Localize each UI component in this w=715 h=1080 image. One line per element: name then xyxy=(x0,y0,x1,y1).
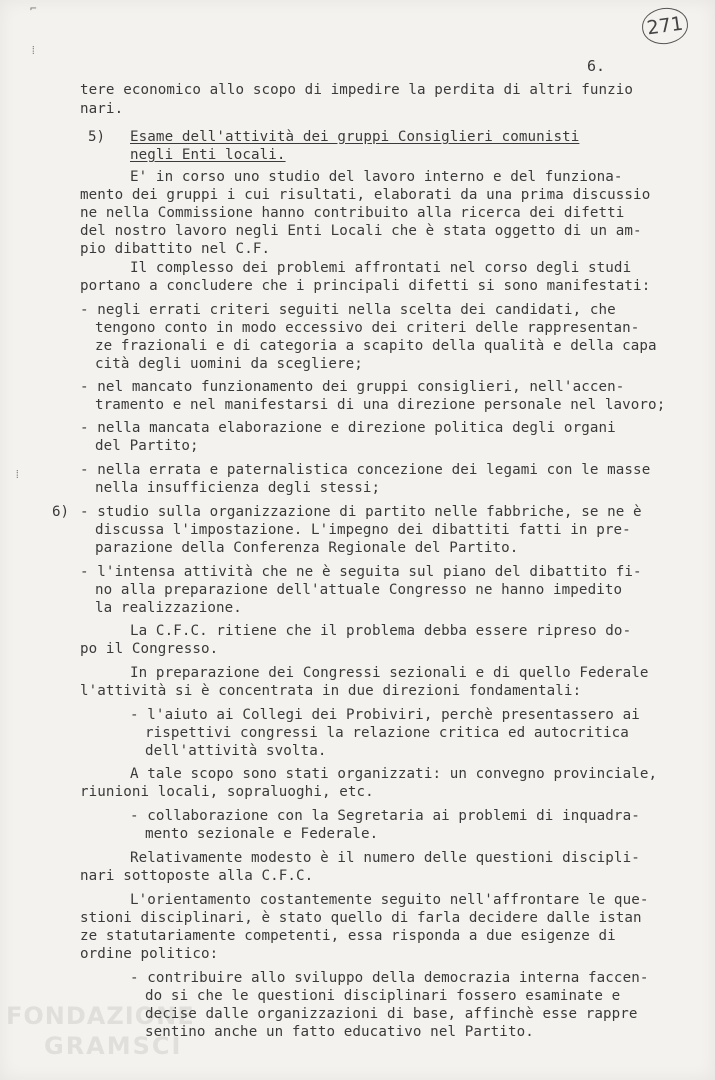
text-line: do si che le questioni disciplinari fossero esaminate e xyxy=(145,988,621,1004)
text-line: In preparazione dei Congressi sezionali e di quello Federale xyxy=(130,665,649,681)
text-line: tere economico allo scopo di impedire la perdita di altri funzio xyxy=(80,82,634,98)
list-item: - studio sulla organizzazione di partito nelle fabbriche, se ne è xyxy=(80,504,642,520)
margin-mark-icon: ⌐ xyxy=(30,2,37,15)
text-line: Relativamente modesto è il numero delle questioni discipli- xyxy=(130,850,640,866)
list-item: - contribuire allo sviluppo della democrazia interna faccen- xyxy=(130,970,649,986)
list-item: - nella errata e paternalistica concezione dei legami con le masse xyxy=(80,462,651,478)
text-line: mento dei gruppi i cui risultati, elaborati da una prima discussio xyxy=(80,187,651,203)
text-line: nari sottoposte alla C.F.C. xyxy=(80,868,314,884)
text-line: nella insufficienza degli stessi; xyxy=(95,480,381,496)
fondazione-gramsci-watermark xyxy=(6,1002,236,1072)
text-line: del Partito; xyxy=(95,438,199,454)
text-line: po il Congresso. xyxy=(80,641,219,657)
list-item: - l'intensa attività che ne è seguita sul piano del dibattito fi- xyxy=(80,564,642,580)
section-heading: Esame dell'attività dei gruppi Consiglieri comunisti xyxy=(130,129,580,145)
text-line: ze statutariamente competenti, essa risponda a due esigenze di xyxy=(80,928,616,944)
text-line: L'orientamento costantemente seguito nell'affrontare le que- xyxy=(130,892,649,908)
text-line: la realizzazione. xyxy=(95,600,242,616)
text-line: del nostro lavoro negli Enti Locali che è stata oggetto di un am- xyxy=(80,223,642,239)
text-line: La C.F.C. ritiene che il problema debba essere ripreso do- xyxy=(130,623,632,639)
text-line: parazione della Conferenza Regionale del Partito. xyxy=(95,540,519,556)
list-item: - negli errati criteri seguiti nella scelta dei candidati, che xyxy=(80,302,616,318)
section-number: 6) xyxy=(52,504,70,520)
text-line: riunioni locali, sopraluoghi, etc. xyxy=(80,784,374,800)
text-line: tramento e nel manifestarsi di una direzione personale nel lavoro; xyxy=(95,397,666,413)
page-number: 6. xyxy=(587,57,606,75)
text-line: pio dibattito nel C.F. xyxy=(80,241,271,257)
text-line: dell'attività svolta. xyxy=(145,743,327,759)
margin-mark-icon: ⁞ xyxy=(30,44,37,57)
text-line: rispettivi congressi la relazione critica ed autocritica xyxy=(145,725,629,741)
text-line: no alla preparazione dell'attuale Congresso ne hanno impedito xyxy=(95,582,623,598)
text-line: decise dalle organizzazioni di base, affinchè esse rappre xyxy=(145,1006,638,1022)
list-item: - nella mancata elaborazione e direzione politica degli organi xyxy=(80,420,616,436)
text-line: ordine politico: xyxy=(80,946,219,962)
archive-stamp: 271 xyxy=(640,5,691,47)
watermark-line: GRAMSCI xyxy=(44,1032,183,1060)
text-line: sentino anche un fatto educativo nel Partito. xyxy=(145,1024,534,1040)
text-line: l'attività si è concentrata in due direzioni fondamentali: xyxy=(80,683,582,699)
text-line: nari. xyxy=(80,101,124,117)
text-line: portano a concludere che i principali difetti si sono manifestati: xyxy=(80,278,651,294)
text-line: cità degli uomini da scegliere; xyxy=(95,356,363,372)
section-number: 5) xyxy=(88,129,106,145)
text-line: ne nella Commissione hanno contribuito alla ricerca dei difetti xyxy=(80,205,625,221)
text-line: A tale scopo sono stati organizzati: un convegno provinciale, xyxy=(130,766,658,782)
list-item: - nel mancato funzionamento dei gruppi consiglieri, nell'accen- xyxy=(80,379,625,395)
list-item: - l'aiuto ai Collegi dei Probiviri, perchè presentassero ai xyxy=(130,707,640,723)
text-line: stioni disciplinari, è stato quello di farla decidere dalle istan xyxy=(80,910,642,926)
list-item: - collaborazione con la Segretaria ai problemi di inquadra- xyxy=(130,808,640,824)
section-heading: negli Enti locali. xyxy=(130,147,286,163)
watermark-line: FONDAZIONE xyxy=(6,1002,195,1030)
text-line: discussa l'impostazione. L'impegno dei dibattiti fatti in pre- xyxy=(95,522,631,538)
text-line: tengono conto in modo eccessivo dei criteri delle rappresentan- xyxy=(95,320,640,336)
text-line: Il complesso dei problemi affrontati nel corso degli studi xyxy=(130,260,632,276)
text-line: mento sezionale e Federale. xyxy=(145,826,379,842)
text-line: ze frazionali e di categoria a scapito della qualità e della capa xyxy=(95,338,657,354)
margin-mark-icon: ⁞ xyxy=(14,468,21,481)
text-line: E' in corso uno studio del lavoro interno e del funziona- xyxy=(130,169,623,185)
